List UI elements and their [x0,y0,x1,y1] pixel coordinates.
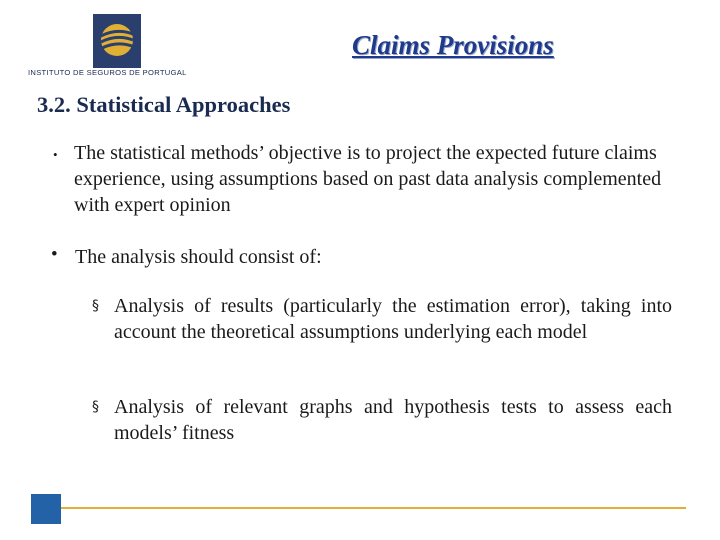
sub-bullet-marker: § [92,298,99,314]
sub-bullet-text: Analysis of relevant graphs and hypothesis tests to assess each models’ fitness [114,396,672,444]
bullet-marker: • [51,244,58,265]
footer-square [31,494,61,524]
logo-icon [93,14,141,68]
slide-title: Claims Provisions [352,30,554,60]
footer-line [31,507,686,509]
logo-emblem [93,14,141,68]
logo-org-name: INSTITUTO DE SEGUROS DE PORTUGAL [28,68,187,77]
sub-bullet-text: Analysis of results (particularly the estimation error), taking into account the theoretical assumptions underlying each model [114,295,672,343]
bullet-marker: • [53,147,58,162]
bullet-text: The analysis should consist of: [75,246,322,268]
bullet-text: The statistical methods’ objective is to project the expected future claims experience, using assumptions based on past data analysis complemented with expert opinion [74,142,662,216]
section-heading: 3.2. Statistical Approaches [37,92,291,117]
sub-bullet-marker: § [92,399,99,415]
